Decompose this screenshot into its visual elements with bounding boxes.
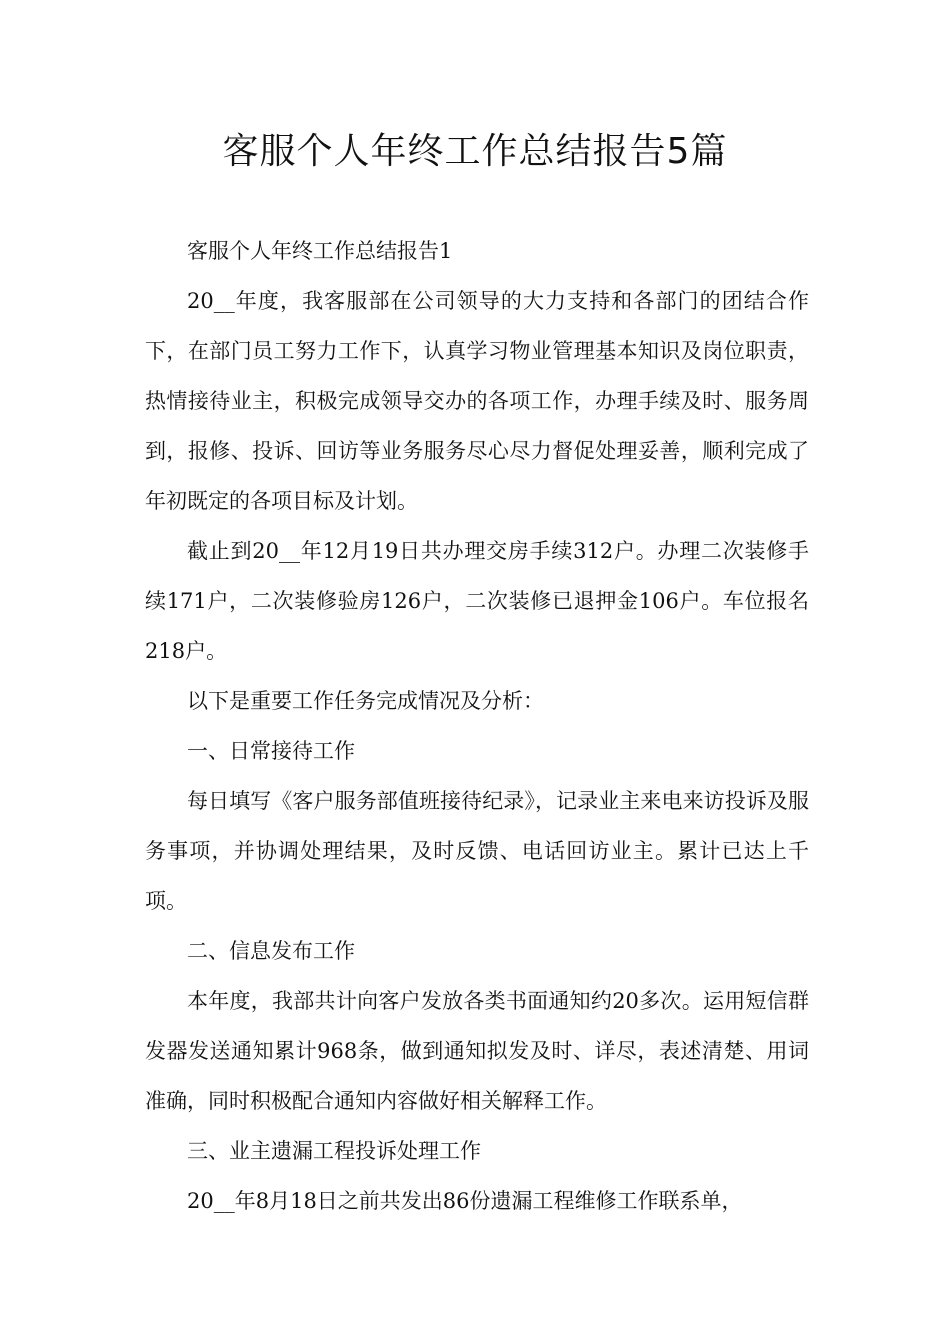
document-body [145, 226, 809, 1226]
paragraph-statistics: 截止到20__年12月19日共办理交房手续312户。办理二次装修手续171户，二次装修验房126户，二次装修已退押金106户。车位报名218户。 [145, 539, 809, 663]
paragraph-complaint-handling: 20__年8月18日之前共发出86份遗漏工程维修工作联系单， [187, 1189, 743, 1213]
report-subtitle: 客服个人年终工作总结报告1 [187, 239, 453, 263]
section-heading-information-release: 二、信息发布工作 [187, 939, 355, 963]
document-title: 客服个人年终工作总结报告5篇 [222, 131, 728, 172]
section-heading-daily-reception: 一、日常接待工作 [187, 739, 355, 763]
section-heading-complaint-handling: 三、业主遗漏工程投诉处理工作 [187, 1139, 481, 1163]
paragraph-information-release: 本年度，我部共计向客户发放各类书面通知约20多次。运用短信群发器发送通知累计968条，做到通知拟发及时、详尽，表述清楚、用词准确，同时积极配合通知内容做好相关解释工作。 [145, 989, 809, 1113]
paragraph-intro-analysis: 以下是重要工作任务完成情况及分析： [187, 689, 544, 713]
paragraph-daily-reception: 每日填写《客户服务部值班接待纪录》，记录业主来电来访投诉及服务事项，并协调处理结果，及时反馈、电话回访业主。累计已达上千项。 [145, 789, 809, 913]
paragraph-overview: 20__年度，我客服部在公司领导的大力支持和各部门的团结合作下，在部门员工努力工作下，认真学习物业管理基本知识及岗位职责，热情接待业主，积极完成领导交办的各项工作，办理手续及时、服务周到，报修、投诉、回访等业务服务尽心尽力督促处理妥善，顺利完成了年初既定的各项目标及计划。 [145, 289, 809, 513]
